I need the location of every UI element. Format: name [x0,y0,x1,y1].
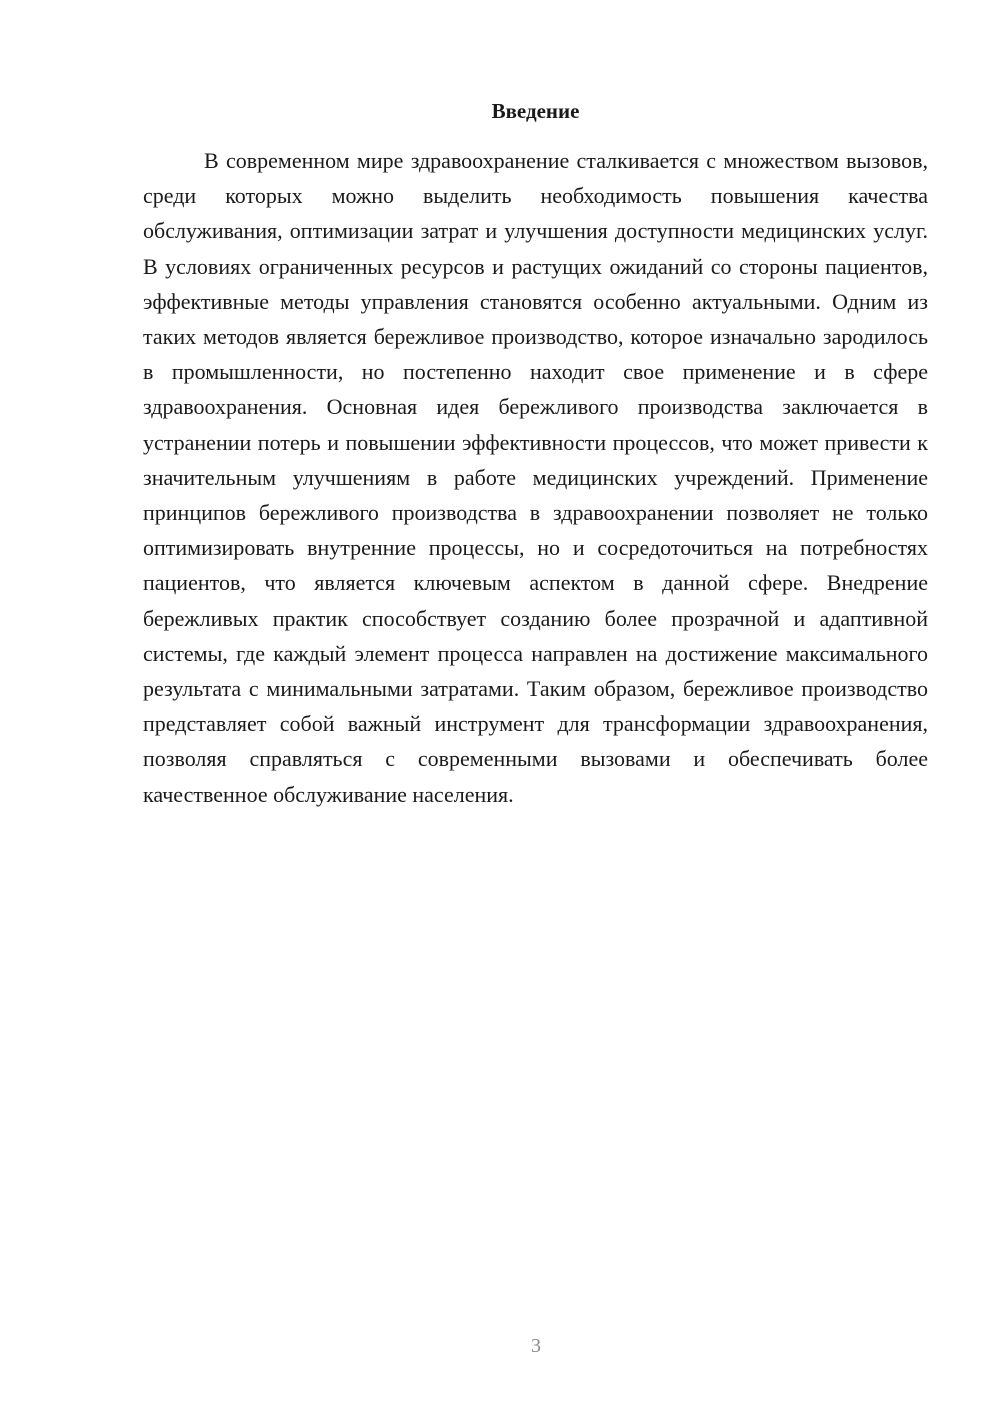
page-number: 3 [531,1335,541,1357]
body-paragraph: В современном мире здравоохранение сталкивается с множеством вызовов, среди которых можно выделить необходимость повышения качества обслуживания, оптимизации затрат и улучшения доступности медицинских услуг. В условиях ограниченных ресурсов и растущих ожиданий со стороны пациентов, эффективные методы управления становятся особенно актуальными. Одним из таких методов является бережливое производство, которое изначально зародилось в промышленности, но постепенно находит свое применение и в сфере здравоохранения. Основная идея бережливого производства заключается в устранении потерь и повышении эффективности процессов, что может привести к значительным улучшениям в работе медицинских учреждений. Применение принципов бережливого производства в здравоохранении позволяет не только оптимизировать внутренние процессы, но и сосредоточиться на потребностях пациентов, что является ключевым аспектом в данной сфере. Внедрение бережливых практик способствует созданию более прозрачной и адаптивной системы, где каждый элемент процесса направлен на достижение максимального результата с минимальными затратами. Таким образом, бережливое производство представляет собой важный инструмент для трансформации здравоохранения, позволяя справляться с современными вызовами и обеспечивать более качественное обслуживание населения. [143,148,928,807]
section-heading: Введение [491,99,580,123]
